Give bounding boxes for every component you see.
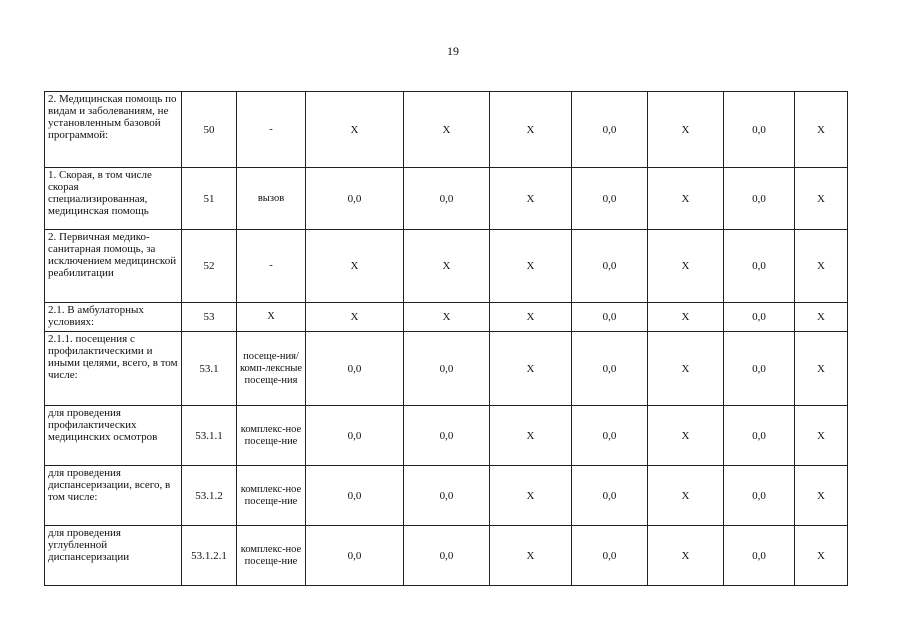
unit-cell: - (237, 230, 306, 303)
value-cell: 0,0 (724, 92, 795, 168)
value-cell: 0,0 (306, 168, 404, 230)
unit-cell: X (237, 303, 306, 332)
value-cell: 0,0 (572, 230, 648, 303)
value-cell: X (404, 92, 490, 168)
value-cell: X (795, 230, 848, 303)
unit-cell: комплекс-ное посеще-ние (237, 406, 306, 466)
value-cell: 0,0 (306, 406, 404, 466)
value-cell: 0,0 (572, 332, 648, 406)
page-number: 19 (447, 44, 459, 58)
value-cell: 0,0 (404, 406, 490, 466)
value-cell: X (795, 303, 848, 332)
table-row (45, 526, 848, 586)
value-cell: X (648, 332, 724, 406)
value-cell: X (490, 406, 572, 466)
value-cell: 0,0 (404, 526, 490, 586)
row-number-cell: 53.1.2 (182, 466, 237, 526)
table-row (45, 332, 848, 406)
value-cell: 0,0 (306, 466, 404, 526)
row-name-cell: 2. Первичная медико-санитарная помощь, за исключением медицинской реабилитации (45, 230, 182, 303)
value-cell: 0,0 (724, 466, 795, 526)
value-cell: 0,0 (724, 168, 795, 230)
row-number-cell: 53 (182, 303, 237, 332)
value-cell: X (648, 406, 724, 466)
value-cell: X (648, 230, 724, 303)
value-cell: X (306, 230, 404, 303)
value-cell: 0,0 (306, 526, 404, 586)
row-number-cell: 50 (182, 92, 237, 168)
value-cell: 0,0 (572, 466, 648, 526)
table-row (45, 230, 848, 303)
value-cell: X (648, 92, 724, 168)
value-cell: 0,0 (404, 168, 490, 230)
row-name-cell: 2. Медицинская помощь по видам и заболеваниям, не установленным базовой программой: (45, 92, 182, 168)
value-cell: 0,0 (572, 92, 648, 168)
value-cell: 0,0 (724, 406, 795, 466)
value-cell: 0,0 (724, 332, 795, 406)
value-cell: X (648, 526, 724, 586)
value-cell: X (795, 92, 848, 168)
row-name-cell: для проведения углубленной диспансеризации (45, 526, 182, 586)
value-cell: X (490, 230, 572, 303)
value-cell: X (795, 332, 848, 406)
value-cell: 0,0 (724, 230, 795, 303)
value-cell: 0,0 (404, 466, 490, 526)
value-cell: X (795, 526, 848, 586)
value-cell: X (306, 92, 404, 168)
table-row (45, 466, 848, 526)
unit-cell: посеще-ния/комп-лексные посеще-ния (237, 332, 306, 406)
unit-cell: комплекс-ное посеще-ние (237, 526, 306, 586)
row-number-cell: 53.1.1 (182, 406, 237, 466)
value-cell: X (648, 168, 724, 230)
value-cell: X (490, 466, 572, 526)
row-number-cell: 53.1 (182, 332, 237, 406)
value-cell: 0,0 (572, 406, 648, 466)
value-cell: 0,0 (724, 526, 795, 586)
value-cell: 0,0 (306, 332, 404, 406)
table-row (45, 92, 848, 168)
row-name-cell: для проведения диспансеризации, всего, в том числе: (45, 466, 182, 526)
row-number-cell: 51 (182, 168, 237, 230)
value-cell: X (648, 466, 724, 526)
table-row (45, 303, 848, 332)
value-cell: X (306, 303, 404, 332)
value-cell: X (795, 168, 848, 230)
row-name-cell: 1. Скорая, в том числе скорая специализированная, медицинская помощь (45, 168, 182, 230)
value-cell: 0,0 (404, 332, 490, 406)
unit-cell: комплекс-ное посеще-ние (237, 466, 306, 526)
row-name-cell: 2.1.1. посещения с профилактическими и иными целями, всего, в том числе: (45, 332, 182, 406)
value-cell: X (795, 406, 848, 466)
data-table (44, 91, 848, 586)
row-number-cell: 52 (182, 230, 237, 303)
value-cell: X (490, 92, 572, 168)
value-cell: 0,0 (572, 303, 648, 332)
value-cell: 0,0 (572, 526, 648, 586)
value-cell: 0,0 (572, 168, 648, 230)
unit-cell: вызов (237, 168, 306, 230)
row-name-cell: для проведения профилактических медицинских осмотров (45, 406, 182, 466)
row-number-cell: 53.1.2.1 (182, 526, 237, 586)
value-cell: X (795, 466, 848, 526)
table-row (45, 168, 848, 230)
value-cell: X (490, 303, 572, 332)
value-cell: X (490, 332, 572, 406)
row-name-cell: 2.1. В амбулаторных условиях: (45, 303, 182, 332)
value-cell: X (404, 230, 490, 303)
value-cell: 0,0 (724, 303, 795, 332)
value-cell: X (404, 303, 490, 332)
unit-cell: - (237, 92, 306, 168)
table-row (45, 406, 848, 466)
value-cell: X (490, 526, 572, 586)
value-cell: X (490, 168, 572, 230)
value-cell: X (648, 303, 724, 332)
